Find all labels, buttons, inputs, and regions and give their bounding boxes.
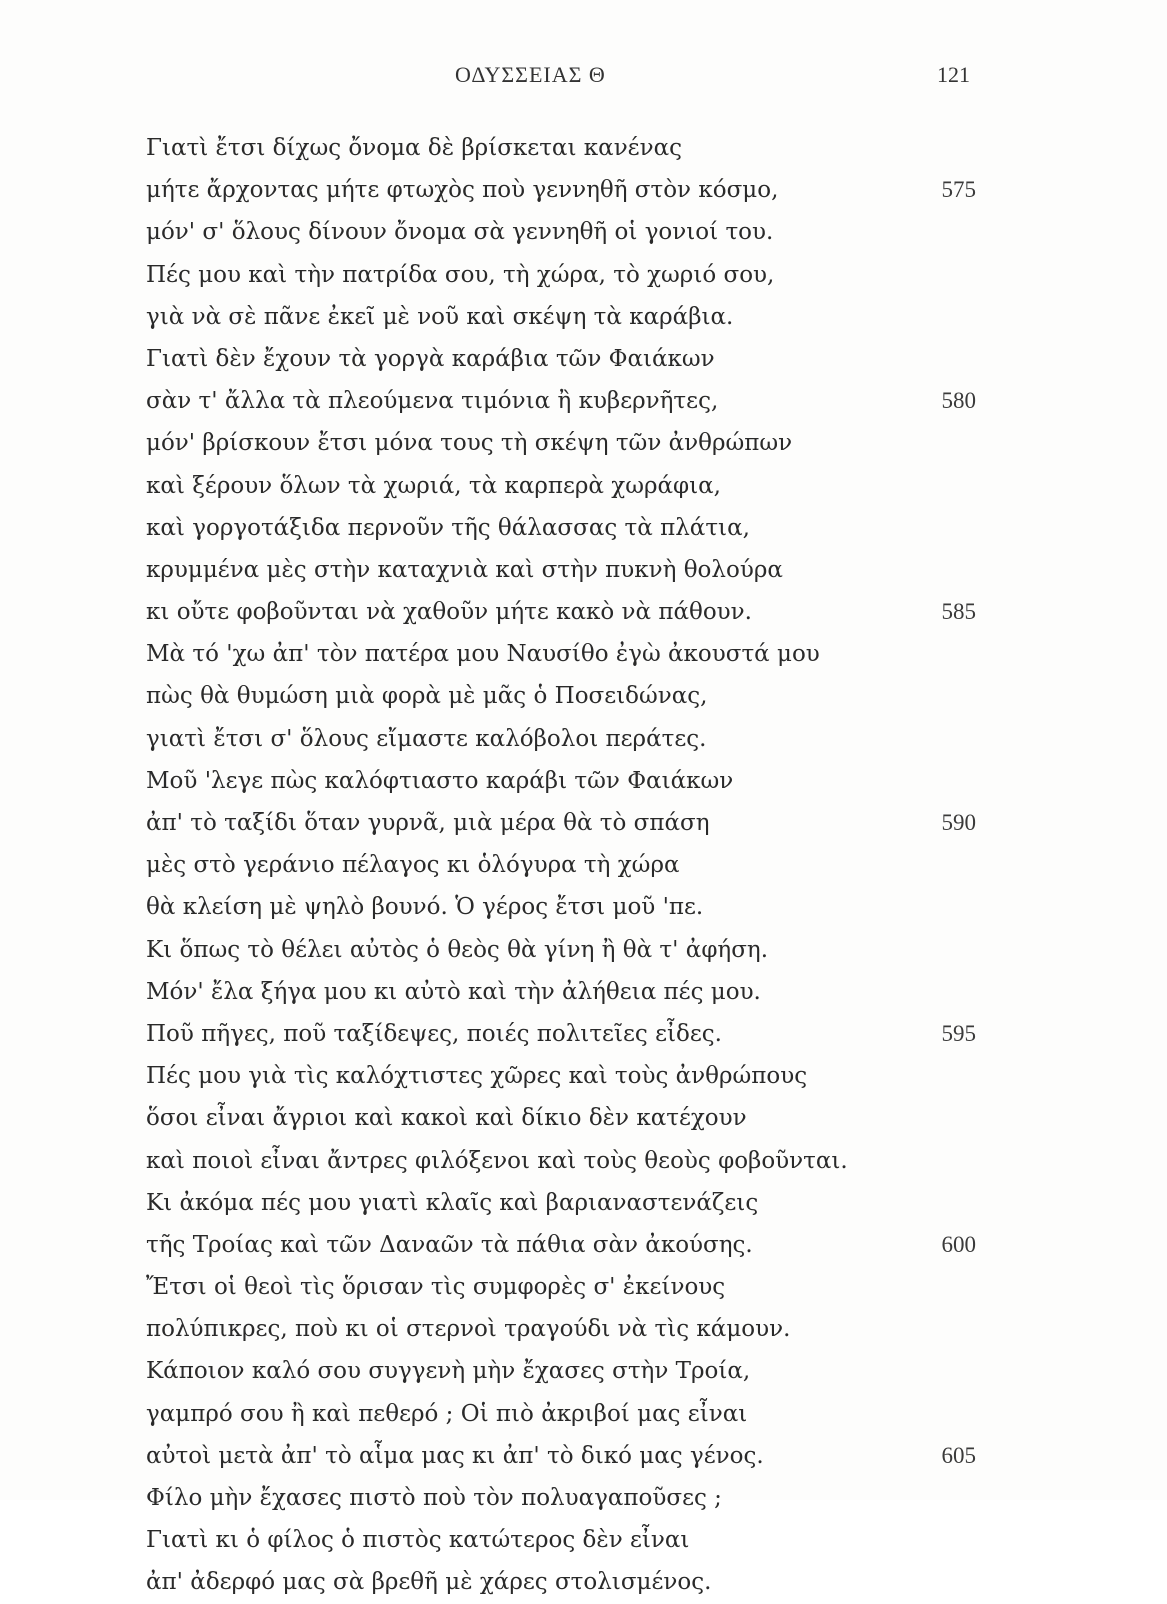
verse-text: Μὰ τό 'χω ἀπ' τὸν πατέρα μου Ναυσίθο ἐγὼ ἀκουστά μου [146, 641, 820, 668]
verse-line [146, 338, 976, 380]
verse-text: μὲς στὸ γεράνιο πέλαγος κι ὁλόγυρα τὴ χώρα [146, 852, 680, 879]
verse-line [146, 1308, 976, 1350]
verse-text: γιατὶ ἔτσι σ' ὅλους εἴμαστε καλόβολοι περάτες. [146, 725, 707, 752]
verse-line [146, 718, 976, 760]
verse-text: Πές μου καὶ τὴν πατρίδα σου, τὴ χώρα, τὸ χωριό σου, [146, 261, 775, 288]
verse-text: κρυμμένα μὲς στὴν καταχνιὰ καὶ στὴν πυκνὴ θολούρα [146, 556, 783, 583]
verse-line [146, 1435, 976, 1477]
line-number: 585 [941, 599, 976, 625]
verse-line [146, 802, 976, 844]
verse-text: Γιατὶ ἔτσι δίχως ὄνομα δὲ βρίσκεται κανένας [146, 135, 682, 161]
verse-line [146, 211, 976, 253]
verse-text: Πές μου γιὰ τὶς καλόχτιστες χῶρες καὶ τοὺς ἀνθρώπους [146, 1063, 808, 1090]
verse-text: μόν' βρίσκουν ἔτσι μόνα τους τὴ σκέψη τῶν ἀνθρώπων [146, 430, 793, 457]
line-number: 600 [941, 1231, 976, 1257]
verse-text: Γιατὶ δὲν ἔχουν τὰ γοργὰ καράβια τῶν Φαιάκων [146, 345, 715, 372]
verse-text: τῆς Τροίας καὶ τῶν Δαναῶν τὰ πάθια σὰν ἀκούσης. [146, 1231, 753, 1258]
verse-line [146, 1561, 976, 1603]
verse-line [146, 1055, 976, 1097]
verse-text: Γιατὶ κι ὁ φίλος ὁ πιστὸς κατώτερος δὲν εἶναι [146, 1527, 690, 1554]
verse-text: Κι ἀκόμα πές μου γιατὶ κλαῖς καὶ βαριαναστενάζεις [146, 1189, 759, 1216]
verse-text: Κι ὅπως τὸ θέλει αὐτὸς ὁ θεὸς θὰ γίνη ἢ θὰ τ' ἀφήση. [146, 936, 768, 963]
verse-line [146, 254, 976, 296]
running-title: ΟΔΥΣΣΕΙΑΣ Θ [455, 62, 606, 87]
verse-line [146, 549, 976, 591]
verse-line [146, 296, 976, 338]
verse-line [146, 1182, 976, 1224]
verse-text: μόν' σ' ὅλους δίνουν ὄνομα σὰ γεννηθῆ οἱ γονιοί του. [146, 219, 774, 246]
verse-text: ὅσοι εἶναι ἄγριοι καὶ κακοὶ καὶ δίκιο δὲν κατέχουν [146, 1105, 747, 1132]
verse-line [146, 591, 976, 633]
verse-line [146, 507, 976, 549]
verse-text: πὼς θὰ θυμώση μιὰ φορὰ μὲ μᾶς ὁ Ποσειδώνας, [146, 683, 708, 710]
verse-line [146, 1393, 976, 1435]
line-number: 575 [941, 177, 976, 203]
verse-line [146, 1519, 976, 1561]
verse-line [146, 844, 976, 886]
verse-line [146, 1013, 976, 1055]
verse-text: σὰν τ' ἄλλα τὰ πλεούμενα τιμόνια ἢ κυβερνῆτες, [146, 388, 719, 415]
line-number: 595 [941, 1020, 976, 1046]
verse-line [146, 1266, 976, 1308]
line-number: 605 [941, 1442, 976, 1468]
line-number: 580 [941, 388, 976, 414]
verse-line [146, 465, 976, 507]
verse-line [146, 760, 976, 802]
verse-text: Ἔτσι οἱ θεοὶ τὶς ὅρισαν τὶς συμφορὲς σ' ἐκείνους [146, 1274, 726, 1301]
verse-line [146, 1224, 976, 1266]
verse-text: γαμπρό σου ἢ καὶ πεθερό ; Οἱ πιὸ ἀκριβοί μας εἶναι [146, 1400, 748, 1427]
verse-line [146, 886, 976, 928]
verse-line [146, 1097, 976, 1139]
verse-text: ἀπ' ἀδερφό μας σὰ βρεθῆ μὲ χάρες στολισμένος. [146, 1569, 712, 1596]
verse-text: γιὰ νὰ σὲ πᾶνε ἐκεῖ μὲ νοῦ καὶ σκέψη τὰ καράβια. [146, 303, 734, 330]
verse-text: Μοῦ 'λεγε πὼς καλόφτιαστο καράβι τῶν Φαιάκων [146, 767, 734, 794]
verse-text: ἀπ' τὸ ταξίδι ὅταν γυρνᾶ, μιὰ μέρα θὰ τὸ σπάση [146, 810, 710, 836]
verse-line [146, 169, 976, 211]
verse-text: πολύπικρες, ποὺ κι οἱ στερνοὶ τραγούδι νὰ τὶς κάμουν. [146, 1316, 791, 1343]
verse-line [146, 675, 976, 717]
verse-line [146, 971, 976, 1013]
verse-line [146, 929, 976, 971]
verse-text: Μόν' ἔλα ξήγα μου κι αὐτὸ καὶ τὴν ἀλήθεια πές μου. [146, 978, 761, 1005]
verse-line [146, 633, 976, 675]
line-number: 590 [941, 810, 976, 835]
verse-text: καὶ ποιοὶ εἶναι ἄντρες φιλόξενοι καὶ τοὺς θεοὺς φοβοῦνται. [146, 1147, 848, 1174]
verse-text: Φίλο μὴν ἔχασες πιστὸ ποὺ τὸν πολυαγαποῦσες ; [146, 1485, 722, 1511]
verse-line [146, 422, 976, 464]
verse-text: αὐτοὶ μετὰ ἀπ' τὸ αἷμα μας κι ἀπ' τὸ δικό μας γένος. [146, 1442, 764, 1469]
page-number: 121 [937, 62, 970, 87]
verse-text: καὶ γοργοτάξιδα περνοῦν τῆς θάλασσας τὰ πλάτια, [146, 514, 750, 541]
verse-text: μήτε ἄρχοντας μήτε φτωχὸς ποὺ γεννηθῆ στὸν κόσμο, [146, 177, 779, 204]
verse-line [146, 1140, 976, 1182]
verse-line [146, 1477, 976, 1519]
verse-text: κι οὔτε φοβοῦνται νὰ χαθοῦν μήτε κακὸ νὰ πάθουν. [146, 599, 752, 626]
verse-line [146, 127, 976, 169]
verse-line [146, 1350, 976, 1392]
verse-line [146, 380, 976, 422]
verse-text: θὰ κλείση μὲ ψηλὸ βουνό. Ὁ γέρος ἔτσι μοῦ 'πε. [146, 894, 704, 921]
verse-text: Ποῦ πῆγες, ποῦ ταξίδεψες, ποιές πολιτεῖες εἶδες. [146, 1020, 722, 1047]
verse-list [146, 127, 976, 1604]
verse-text: Κάποιον καλό σου συγγενὴ μὴν ἔχασες στὴν Τροία, [146, 1358, 751, 1385]
verse-text: καὶ ξέρουν ὅλων τὰ χωριά, τὰ καρπερὰ χωράφια, [146, 472, 721, 499]
